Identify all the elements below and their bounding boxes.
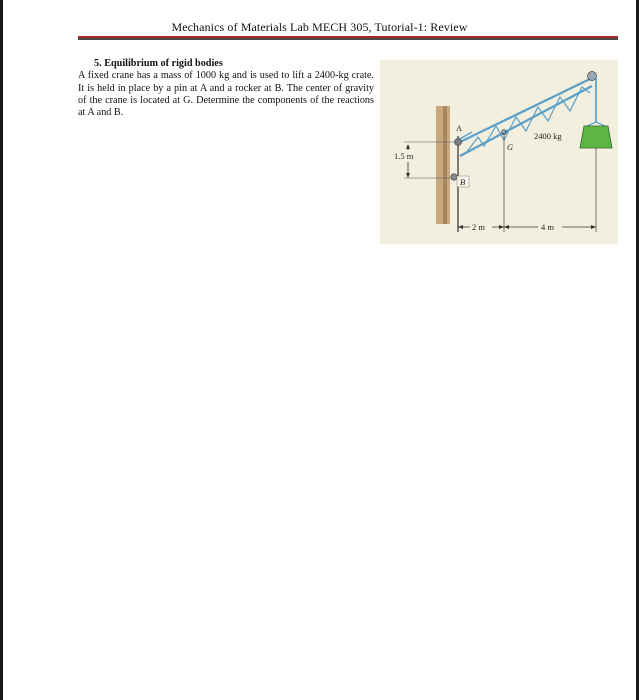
dim-left-arrow-start — [458, 225, 463, 229]
dim-left-arrow-end — [499, 225, 504, 229]
sling-left — [587, 122, 596, 126]
crate-mass-label: 2400 kg — [534, 131, 562, 141]
crane-diagram — [380, 60, 618, 244]
pin-a-icon — [455, 139, 462, 146]
pulley-icon — [588, 72, 597, 81]
problem-heading: 5. Equilibrium of rigid bodies — [94, 58, 223, 69]
height-dimension-label: 1.5 m — [394, 151, 414, 161]
crate-icon — [580, 126, 612, 148]
rocker-b-icon — [451, 174, 457, 180]
sling-right — [596, 122, 605, 126]
dim-right-arrow-end — [591, 225, 596, 229]
label-g: G — [507, 142, 514, 152]
problem-section — [78, 58, 374, 119]
dim-right-label: 4 m — [541, 222, 554, 232]
crane-figure — [380, 60, 618, 244]
column-shade — [443, 106, 447, 224]
page-header-title: Mechanics of Materials Lab MECH 305, Tutorial-1: Review — [171, 20, 468, 34]
label-a: A — [456, 123, 463, 133]
dim-right-arrow-start — [504, 225, 509, 229]
boom-lower-chord — [460, 86, 592, 156]
header-divider — [78, 36, 618, 38]
problem-statement: A fixed crane has a mass of 1000 kg and is used to lift a 2400-kg crate. It is held in place by a pin at A and a rocker at B. The center of gravity of the crane is located at G. Determine the components of the reactions at A and B. — [78, 70, 374, 119]
boom-upper-chord — [460, 78, 592, 142]
label-b: B — [460, 177, 466, 187]
height-arrow-top — [406, 144, 410, 149]
dim-left-label: 2 m — [472, 222, 485, 232]
page-left-edge — [0, 0, 3, 700]
height-arrow-bottom — [406, 173, 410, 178]
